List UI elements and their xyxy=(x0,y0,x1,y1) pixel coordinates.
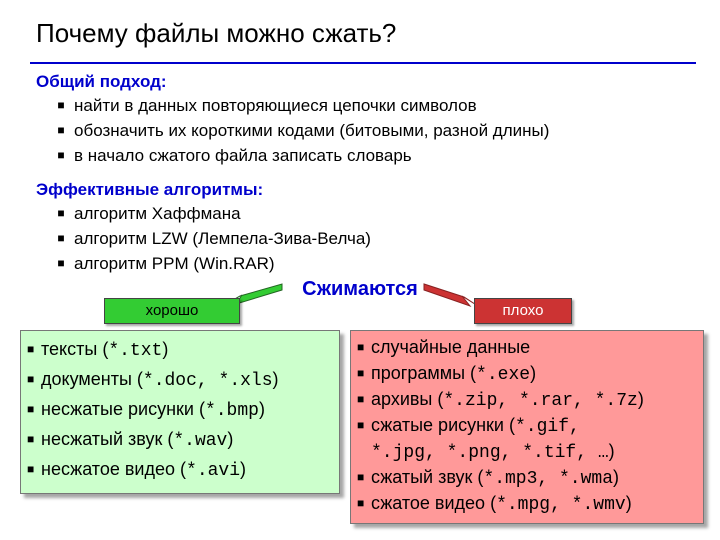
list-item: ■ несжатые рисунки (*.bmp) xyxy=(27,399,265,421)
list-item-continuation: *.jpg, *.png, *.tif, …) xyxy=(371,441,615,463)
bullet-icon: ■ xyxy=(27,372,35,386)
bullet-icon: ■ xyxy=(57,98,65,112)
list-item: ■ сжатый звук (*.mp3, *.wma) xyxy=(357,467,620,489)
bad-tag: плохо xyxy=(474,298,572,324)
compress-label: Сжимаются xyxy=(302,278,418,300)
list-item: ■ сжатые рисунки (*.gif, xyxy=(357,415,580,437)
bad-list-panel xyxy=(350,330,704,524)
list-item: ■ несжатый звук (*.wav) xyxy=(27,429,234,451)
bullet-icon: ■ xyxy=(27,462,35,476)
list-item: ■ случайные данные xyxy=(357,337,531,357)
list-item: ■ документы (*.doc, *.xls) xyxy=(27,369,279,391)
algorithm-item: ■ алгоритм Хаффмана xyxy=(48,204,241,224)
good-list-panel xyxy=(20,330,340,494)
list-item: ■ тексты (*.txt) xyxy=(27,339,169,361)
bullet-icon: ■ xyxy=(57,206,65,220)
general-item: ■ найти в данных повторяющиеся цепочки символов xyxy=(48,96,477,116)
bullet-icon: ■ xyxy=(27,402,35,416)
bullet-icon: ■ xyxy=(57,231,65,245)
bullet-icon: ■ xyxy=(57,123,65,137)
list-item: ■ сжатое видео (*.mpg, *.wmv) xyxy=(357,493,632,515)
bullet-icon: ■ xyxy=(27,342,35,356)
general-item: ■ в начало сжатого файла записать словарь xyxy=(48,146,412,166)
bullet-icon: ■ xyxy=(57,256,65,270)
list-item: ■ несжатое видео (*.avi) xyxy=(27,459,247,481)
list-item: ■ программы (*.exe) xyxy=(357,363,537,385)
bullet-icon: ■ xyxy=(357,470,365,484)
general-heading: Общий подход: xyxy=(36,72,167,91)
general-item: ■ обозначить их короткими кодами (битовыми, разной длины) xyxy=(48,121,549,141)
list-item: ■ архивы (*.zip, *.rar, *.7z) xyxy=(357,389,644,411)
bullet-icon: ■ xyxy=(357,418,365,432)
algorithm-item: ■ алгоритм PPM (Win.RAR) xyxy=(48,254,275,274)
algorithms-heading: Эффективные алгоритмы: xyxy=(36,180,264,199)
bullet-icon: ■ xyxy=(357,496,365,510)
algorithm-item: ■ алгоритм LZW (Лемпела-Зива-Велча) xyxy=(48,229,371,249)
bullet-icon: ■ xyxy=(357,366,365,380)
bullet-icon: ■ xyxy=(357,340,365,354)
bullet-icon: ■ xyxy=(27,432,35,446)
bullet-icon: ■ xyxy=(357,392,365,406)
bullet-icon: ■ xyxy=(57,148,65,162)
page-title: Почему файлы можно сжать? xyxy=(36,18,397,48)
good-tag: хорошо xyxy=(104,298,240,324)
